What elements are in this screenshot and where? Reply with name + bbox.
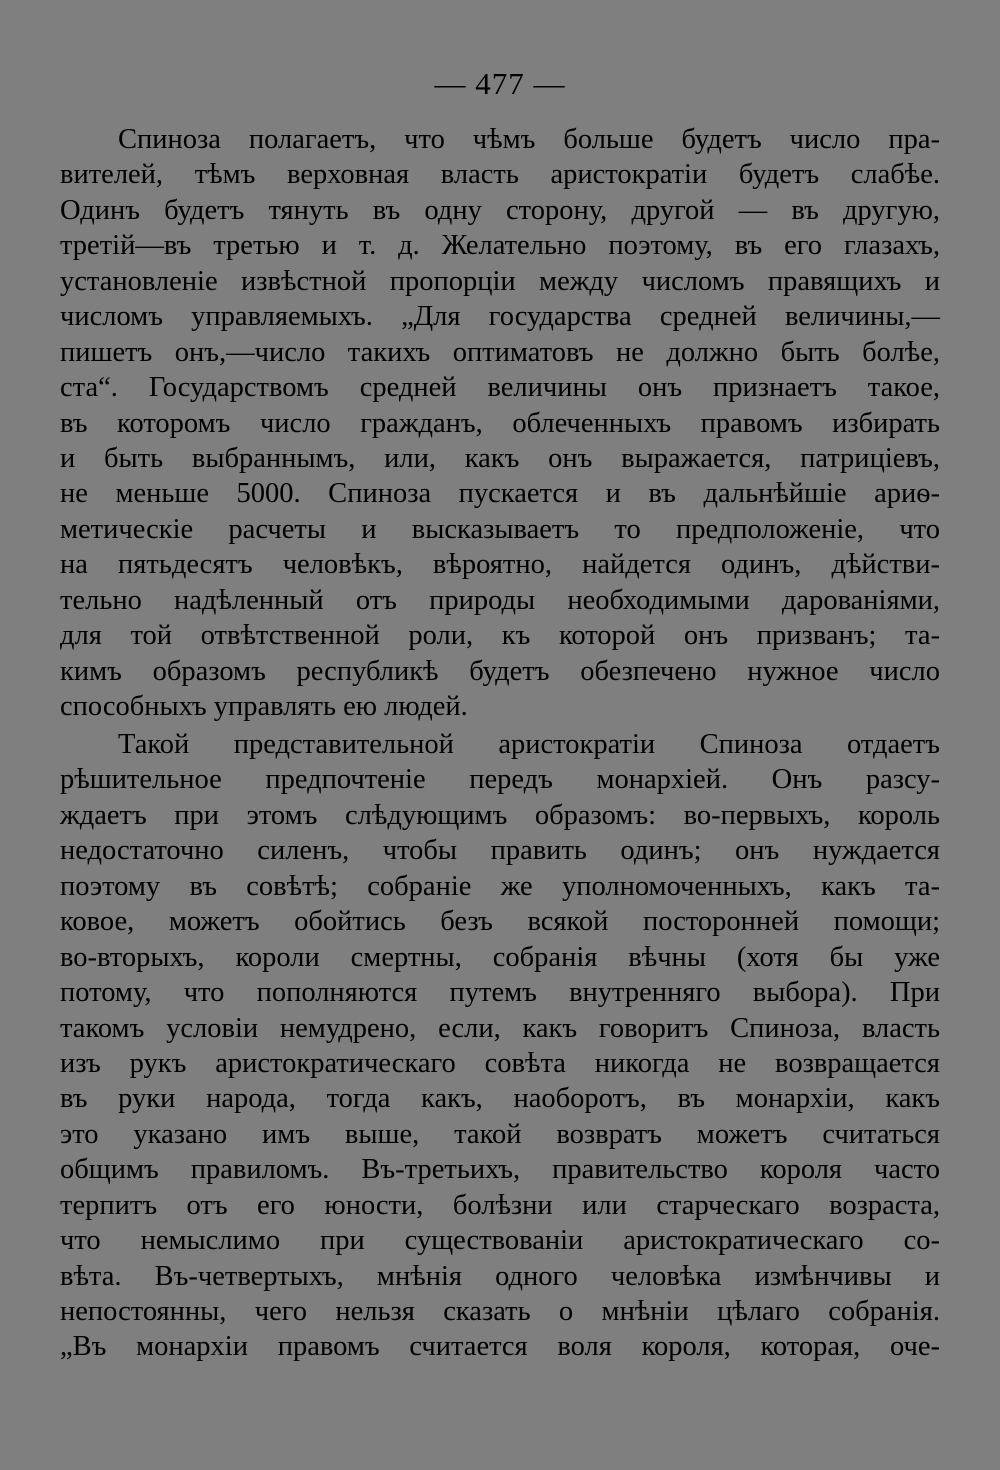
text-line: недостаточно силенъ, чтобы править одинъ; онъ нуждается [60, 835, 940, 867]
text-line: пишетъ онъ,—число такихъ оптиматовъ не должно быть болѣе, [60, 336, 940, 368]
text-line: въ руки народа, тогда какъ, наоборотъ, въ монархіи, какъ [60, 1083, 940, 1115]
text-line: непостоянны, чего нельзя сказать о мнѣніи цѣлаго собранія. [60, 1296, 940, 1327]
text-line: потому, что пополняются путемъ внутренняго выбора). При [60, 977, 940, 1009]
text-line: для той отвѣтственной роли, къ которой онъ призванъ; та- [60, 620, 940, 652]
text-line: способныхъ управлять ею людей. [60, 691, 468, 722]
text-line: изъ рукъ аристократическаго совѣта никогда не возвращается [60, 1047, 940, 1079]
text-line: ковое, можетъ обойтись безъ всякой посторонней помощи; [60, 906, 940, 938]
text-line: и быть выбраннымъ, или, какъ онъ выражается, патриціевъ, [60, 442, 940, 474]
text-line: кимъ образомъ республикѣ будетъ обезпечено нужное число [60, 655, 940, 687]
text-line: ждаетъ при этомъ слѣдующимъ образомъ: во-первыхъ, король [60, 799, 940, 831]
text-line: поэтому въ совѣтѣ; собраніе же уполномоченныхъ, какъ та- [60, 870, 940, 902]
text-line: ста“. Государствомъ средней величины онъ признаетъ такое, [60, 372, 940, 404]
text-line: третій—въ третью и т. д. Желательно поэтому, въ его глазахъ, [60, 230, 940, 262]
text-line: вѣта. Въ-четвертыхъ, мнѣнія одного человѣка измѣнчивы и [60, 1260, 940, 1292]
text-line: общимъ правиломъ. Въ-третьихъ, правительство короля часто [60, 1154, 940, 1186]
text-line: терпитъ отъ его юности, болѣзни или старческаго возраста, [60, 1189, 940, 1221]
paragraph-1 [60, 122, 940, 724]
text-line: это указано имъ выше, такой возвратъ можетъ считаться [60, 1118, 940, 1150]
text-line: установленіе извѣстной пропорціи между числомъ правящихъ и [60, 265, 940, 297]
text-line: метическіе расчеты и высказываетъ то предположеніе, что [60, 513, 940, 545]
text-line: на пятьдесятъ человѣкъ, вѣроятно, найдется одинъ, дѣйстви- [60, 549, 940, 581]
text-line: вителей, тѣмъ верховная власть аристократіи будетъ слабѣе. [60, 159, 940, 191]
text-line: рѣшительное предпочтеніе передъ монархіей. Онъ разсу- [60, 764, 940, 796]
text-line: Такой представительной аристократіи Спиноза отдаетъ [118, 729, 940, 760]
text-line: „Въ монархіи правомъ считается воля короля, которая, оче- [60, 1331, 940, 1363]
text-line: Спиноза полагаетъ, что чѣмъ больше будетъ число пра- [118, 124, 940, 155]
text-line: не меньше 5000. Спиноза пускается и въ дальнѣйшіе ариѳ- [60, 478, 940, 510]
text-line: въ которомъ число гражданъ, облеченныхъ правомъ избирать [60, 407, 940, 439]
text-line: что немыслимо при существованіи аристократическаго со- [60, 1225, 940, 1257]
text-line: тельно надѣленный отъ природы необходимыми дарованіями, [60, 584, 940, 616]
text-line: во-вторыхъ, короли смертны, собранія вѣчны (хотя бы уже [60, 941, 940, 973]
text-line: Одинъ будетъ тянуть въ одну сторону, другой — въ другую, [60, 194, 940, 226]
text-line: такомъ условіи немудрено, если, какъ говоритъ Спиноза, власть [60, 1012, 940, 1044]
page-number: — 477 — [434, 66, 566, 101]
paragraph-2 [60, 727, 940, 1365]
text-line: числомъ управляемыхъ. „Для государства средней величины,— [60, 301, 940, 333]
